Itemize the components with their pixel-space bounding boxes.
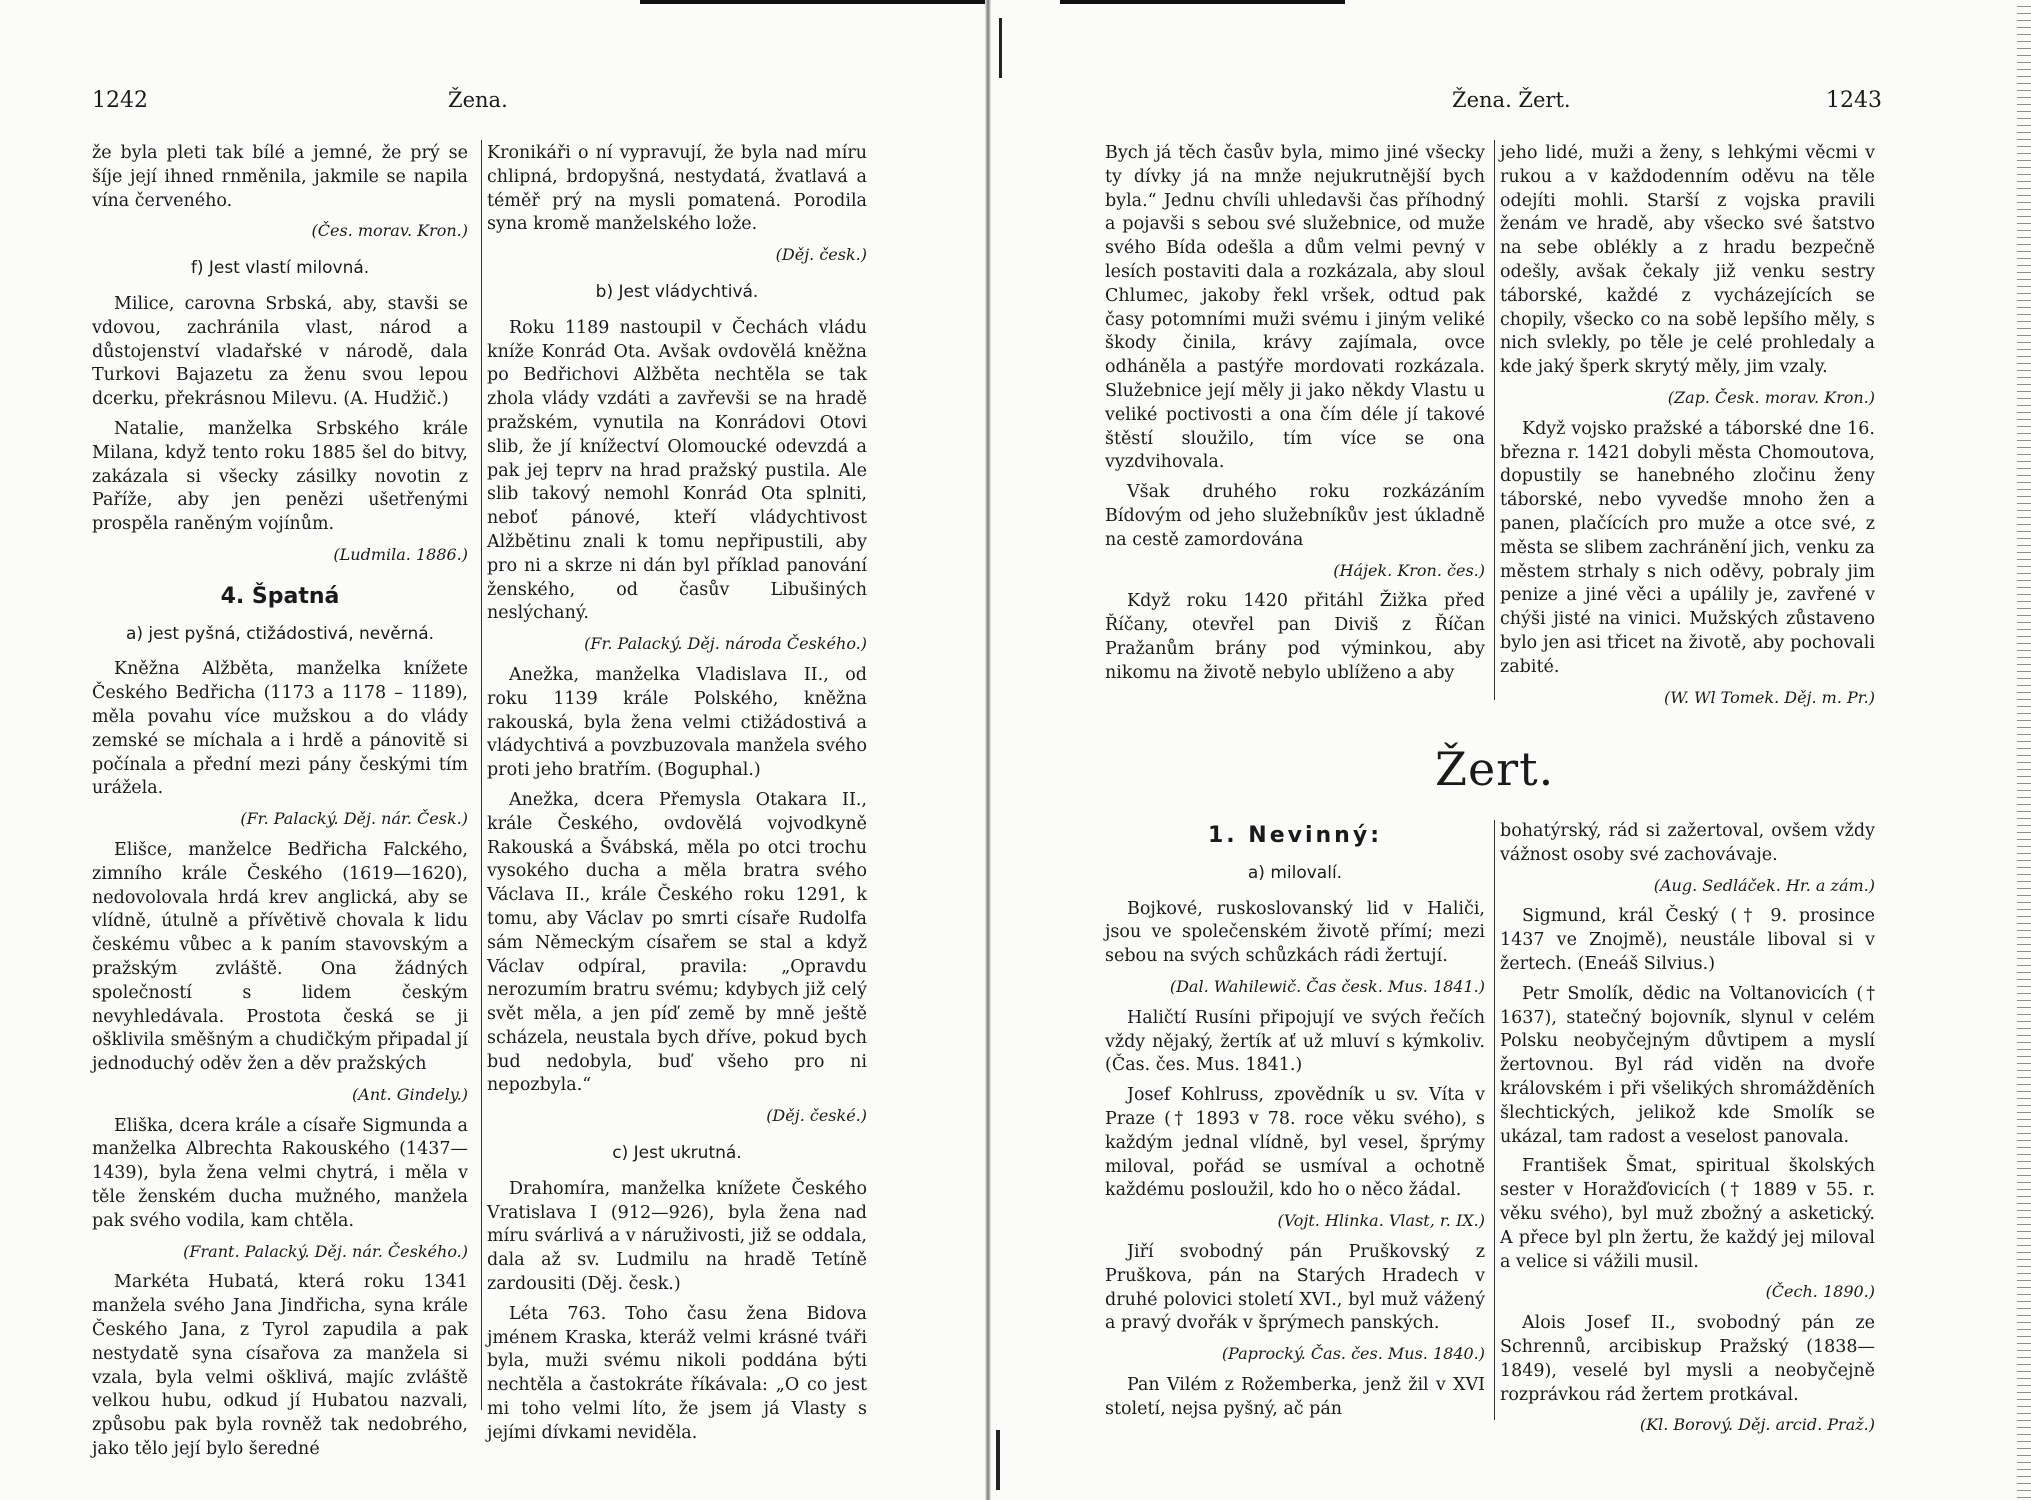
section-subhead: 1. Nevinný: bbox=[1207, 823, 1382, 848]
citation: (Čech. 1890.) bbox=[1765, 1282, 1875, 1302]
paragraph: Však druhého roku rozkázáním Bídovým od jeho služebníkův jest úkladně na cestě zamordována bbox=[1105, 482, 1485, 550]
section-heading: c) Jest ukrutná. bbox=[612, 1143, 742, 1164]
paragraph: Roku 1189 nastoupil v Čechách vládu kníže Konrád Ota. Avšak ovdovělá kněžna po Bedřichovi Alžběta nechtěla se tak zhola vlády vzdáti a zavřevši se na hradě pražském, vynutila na Konrádovi Otovi slib, že jí knížectví Olomoucké odevzdá a pak jej teprv na hrad pražský pustila. Ale slib takový nemohl Konrád Ota splniti, neboť pánové, kteří vládychtivost Alžbětinu znali k tomu nepřipustili, aby pro ni a skrze ni dán byl příklad panování ženského, od časův Libušiných neslýchaný. bbox=[487, 317, 867, 624]
section-heading: b) Jest vládychtivá. bbox=[595, 281, 759, 302]
right-column-4 bbox=[1500, 820, 1875, 1445]
paragraph: Markéta Hubatá, která roku 1341 manžela svého Jana Jindřicha, syna krále Českého Jana, z Tyrol zapudila a pak nestydatě syna císařova za manžela si vzala, byla velmi ošklivá, majíc zvláště velkou hubu, odkud jí Hubatou nazvali, způsobu pak byla rovněž tak nedobrého, jako tělo její bylo šeredné bbox=[92, 1272, 468, 1460]
paragraph: Bych já těch časův byla, mimo jiné všecky ty dívky já na mnže nejukrutnější bych byla.“ Jednu chvíli uhledavši čas příhodný a pojavši s sebou své služebnice, od muže svého Bída odešla a dům velmi pevný v lesích postaviti dala a rozkázala, aby sloul Chlumec, jakoby řekl vršek, odtud pak časy potomními muži svému i jiným veliké škody činila, krávy zajímala, ovce odháněla a pastýře mordovati rozkázala. Služebnice její měly ji jako někdy Vlastu u veliké poctivosti a ona čím déle jí takové štěstí sloužilo, tím více se ona vyzdvihovala. bbox=[1105, 143, 1485, 473]
paragraph: Alois Josef II., svobodný pán ze Schrennů, arcibiskup Pražský (1838—1849), veselé byl mysli a neobyčejně rozprávkou rád žertem protkával. bbox=[1500, 1313, 1875, 1405]
citation: (Zap. Česk. morav. Kron.) bbox=[1667, 387, 1875, 407]
paragraph: František Šmat, spiritual školských sester v Horažďovicích († 1889 v 55. r. věku svého), byl muž zbožný a asketický. A přece byl pln žertu, že každý jej miloval a velice si vážili musil. bbox=[1500, 1156, 1875, 1272]
paragraph: Bojkové, ruskoslovanský lid v Haliči, jsou ve společenském životě přímí; mezi sebou na svých schůzkách rádi žertují. bbox=[1105, 898, 1485, 967]
left-column-2 bbox=[487, 142, 867, 1452]
paragraph: Drahomíra, manželka knížete Českého Vratislava I (912—926), byla žena nad míru svárlivá a v náruživosti, již se oddala, dala až sv. Ludmilu na hradě Tetíně zardousiti (Děj. česk.) bbox=[487, 1178, 867, 1295]
left-column-1 bbox=[92, 142, 468, 1468]
paragraph: bohatýrský, rád si zažertoval, ovšem vždy vážnost osoby své zachovávaje. bbox=[1500, 821, 1875, 865]
citation: (Děj. česk.) bbox=[775, 245, 867, 265]
paragraph: Petr Smolík, dědic na Voltanovicích († 1637), statečný bojovník, slynul v celém Polsku neobyčejným důvtipem a myslí žertovnou. Byl rád viděn na dvoře královském i při všelikých shromážděních šlechtických, jelikož kde Smolík se ukázal, tam radost a veselost panovala. bbox=[1500, 983, 1875, 1147]
paragraph: Anežka, manželka Vladislava II., od roku 1139 krále Polského, kněžna rakouská, byla žena velmi ctižádostivá a vládychtivá a povzbuzovala manžela svého proti jeho bratřím. (Boguphal.) bbox=[487, 664, 867, 781]
page-number-left: 1242 bbox=[92, 88, 148, 113]
page-number-right: 1243 bbox=[1826, 88, 1882, 113]
citation: (Čes. morav. Kron.) bbox=[311, 221, 468, 241]
citation: (Ludmila. 1886.) bbox=[333, 544, 468, 564]
section-heading: a) milovalí. bbox=[1247, 862, 1343, 883]
citation: (Aug. Sedláček. Hr. a zám.) bbox=[1653, 875, 1875, 895]
paragraph: Haličtí Rusíni připojují ve svých řečích vždy nějaký, žertík ať už mluví s kýmkoliv. (Čas. čes. Mus. 1841.) bbox=[1105, 1007, 1485, 1076]
citation: (Dal. Wahilewič. Čas česk. Mus. 1841.) bbox=[1169, 976, 1485, 996]
running-head-right: Žena. Žert. bbox=[1452, 88, 1571, 112]
section-rule bbox=[1105, 715, 1875, 716]
citation: (Frant. Palacký. Děj. nár. Českého.) bbox=[183, 1241, 468, 1261]
right-column-3 bbox=[1105, 820, 1485, 1428]
paragraph: Kronikáři o ní vypravují, že byla nad míru chlipná, brdopyšná, nestydatá, žvatlavá a téměř prý na mysli pomatená. Porodila syna kromě manželského lože. bbox=[487, 143, 867, 235]
paragraph: Kněžna Alžběta, manželka knížete Českého Bedřicha (1173 a 1178 – 1189), měla povahu více mužskou a do vlády zemské se míchala a i hrdě a pánovitě si počínala a přední mezi pány českými tím urážela. bbox=[92, 659, 468, 799]
paragraph: Pan Vilém z Rožemberka, jenž žil v XVI století, nejsa pyšný, ač pán bbox=[1105, 1374, 1485, 1419]
citation: (Děj. české.) bbox=[766, 1106, 867, 1126]
paragraph: Eliška, dcera krále a císaře Sigmunda a manželka Albrechta Rakouského (1437—1439), byla žena velmi chytrá, i měla v těle ženském ducha mužného, manžela pak svého vodila, kam chtěla. bbox=[92, 1115, 468, 1231]
chapter-heading: 4. Špatná bbox=[220, 583, 340, 609]
section-heading: a) jest pyšná, ctižádostivá, nevěrná. bbox=[125, 623, 435, 644]
section-heading: f) Jest vlastí milovná. bbox=[190, 258, 370, 279]
paragraph: Milice, carovna Srbská, aby, stavši se vdovou, zachránila vlast, národ a důstojenství vladařské v národě, dala Turkovi Bajazetu za ženu svou lepou dcerku, překrásnou Milevu. (A. Hudžič.) bbox=[92, 293, 468, 410]
citation: (Ant. Gindely.) bbox=[352, 1084, 468, 1104]
column-rule-right-top bbox=[1494, 140, 1495, 700]
right-column-2 bbox=[1500, 142, 1875, 717]
citation: (Vojt. Hlinka. Vlast, r. IX.) bbox=[1277, 1211, 1485, 1231]
paragraph: Natalie, manželka Srbského krále Milana, když tento roku 1885 šel do bitvy, zakázala si všecky zásilky novotin z Paříže, aby jen penězi ušetřenými prospěla raněným vojínům. bbox=[92, 418, 468, 535]
right-column-1 bbox=[1105, 142, 1485, 692]
paragraph: Když roku 1420 přitáhl Žižka před Říčany, otevřel pan Diviš z Říčan Pražanům brány pod výminkou, aby nikomu na životě nebylo ublíženo a aby bbox=[1105, 591, 1485, 683]
citation: (Hájek. Kron. čes.) bbox=[1333, 560, 1485, 580]
paragraph: Léta 763. Toho času žena Bidova jménem Kraska, kteráž velmi krásné tváři byla, muži svému nikoli poddána býti nechtěla a častokráte říkávala: „O co jest mi toho velmi líto, že jsem já Vlasty s jejími dívkami neviděla. bbox=[487, 1303, 867, 1443]
paragraph: jeho lidé, muži a ženy, s lehkými věcmi v rukou a v každodenním oděvu na těle odejíti mohli. Starší z vojska pravili ženám ve hradě, aby všecko své šatstvo na sebe oblékly a z hradu bezpečně odešly, avšak čekaly již venku sestry táborské, každé z vycházejících se chopily, všecko co na sobě lepšího měly, s nich svlekly, po těle je celé prohledaly a kde jaký šperk skrytý měly, jim vzaly. bbox=[1500, 143, 1875, 378]
paragraph: Josef Kohlruss, zpovědník u sv. Víta v Praze († 1893 v 78. roce věku svého), s každým jednal vlídně, byl vesel, šprýmy miloval, pořád se usmíval a ochotně každému posloužil, kdo ho o něco žádal. bbox=[1105, 1085, 1485, 1201]
right-page bbox=[1000, 0, 2031, 1500]
column-rule-left bbox=[481, 140, 482, 1410]
paragraph: že byla pleti tak bílé a jemné, že prý se šíje její ihned rnměnila, jakmile se napila vína červeného. bbox=[92, 143, 468, 211]
paragraph: Když vojsko pražské a táborské dne 16. března r. 1421 dobyli města Chomoutova, dopustily se hanebného zločinu ženy táborské, nebo vyvedše mnoho žen a panen, plačících pro muže a otce své, z města se slibem zachránění jich, venku za městem strhaly s nich oděvy, pobraly jim penize a jiné věci a upálily je, zavřené v chýši jisté na vinici. Mužských zůstaveno bylo jen asi třicet na životě, aby pochovali zabité. bbox=[1500, 418, 1875, 677]
paragraph: Anežka, dcera Přemysla Otakara II., krále Českého, ovdovělá vojvodkyně Rakouská a Švábská, měla po otci trochu vysokého ducha a měla bratra svého Václava II., krále Českého roku 1291, k tomu, aby Václav po smrti císaře Rudolfa sám Německým císařem se stal a když Václav odpíral, pravila: „Opravdu nerozumím bratru svému; kdybych již celý svět měla, a jen píď země by mně ještě scházela, neustala bych dříve, pokud bych bud nedobyla, buď všeho pro ni nepozbyla.“ bbox=[487, 789, 867, 1096]
citation: (Fr. Palacký. Děj. nár. Česk.) bbox=[240, 809, 468, 829]
column-rule-right-bottom bbox=[1494, 820, 1495, 1420]
citation: (Fr. Palacký. Děj. národa Českého.) bbox=[584, 634, 867, 654]
section-title: Žert. bbox=[1435, 742, 1555, 796]
paragraph: Elišce, manželce Bedřicha Falckého, zimního krále Českého (1619—1620), nedovolovala hrdá krev anglická, aby se vlídně, útulně a přívětivě chovala k lidu českému vůbec a k paním stavovským a pražským zvláště. Ona žádných společností s lidem českým nevyhledávala. Prostota česká se ji ošklivila směšným a chudičkým připadal jí jednoduchý oděv žen a děv pražských bbox=[92, 839, 468, 1075]
paragraph: Sigmund, král Český († 9. prosince 1437 ve Znojmě), neustále liboval si v žertech. (Eneáš Silvius.) bbox=[1500, 906, 1875, 974]
left-page bbox=[0, 0, 1000, 1500]
citation: (Paprocký. Čas. čes. Mus. 1840.) bbox=[1221, 1344, 1485, 1364]
paragraph: Jiří svobodný pán Pruškovský z Pruškova, pán na Starých Hradech v druhé polovici století XVI., byl muž vážený a pravý dvořák v šprýmech panských. bbox=[1105, 1241, 1485, 1334]
running-head-left: Žena. bbox=[448, 88, 508, 112]
citation: (Kl. Borový. Děj. arcid. Praž.) bbox=[1639, 1415, 1875, 1435]
citation: (W. Wl Tomek. Děj. m. Pr.) bbox=[1663, 687, 1875, 707]
